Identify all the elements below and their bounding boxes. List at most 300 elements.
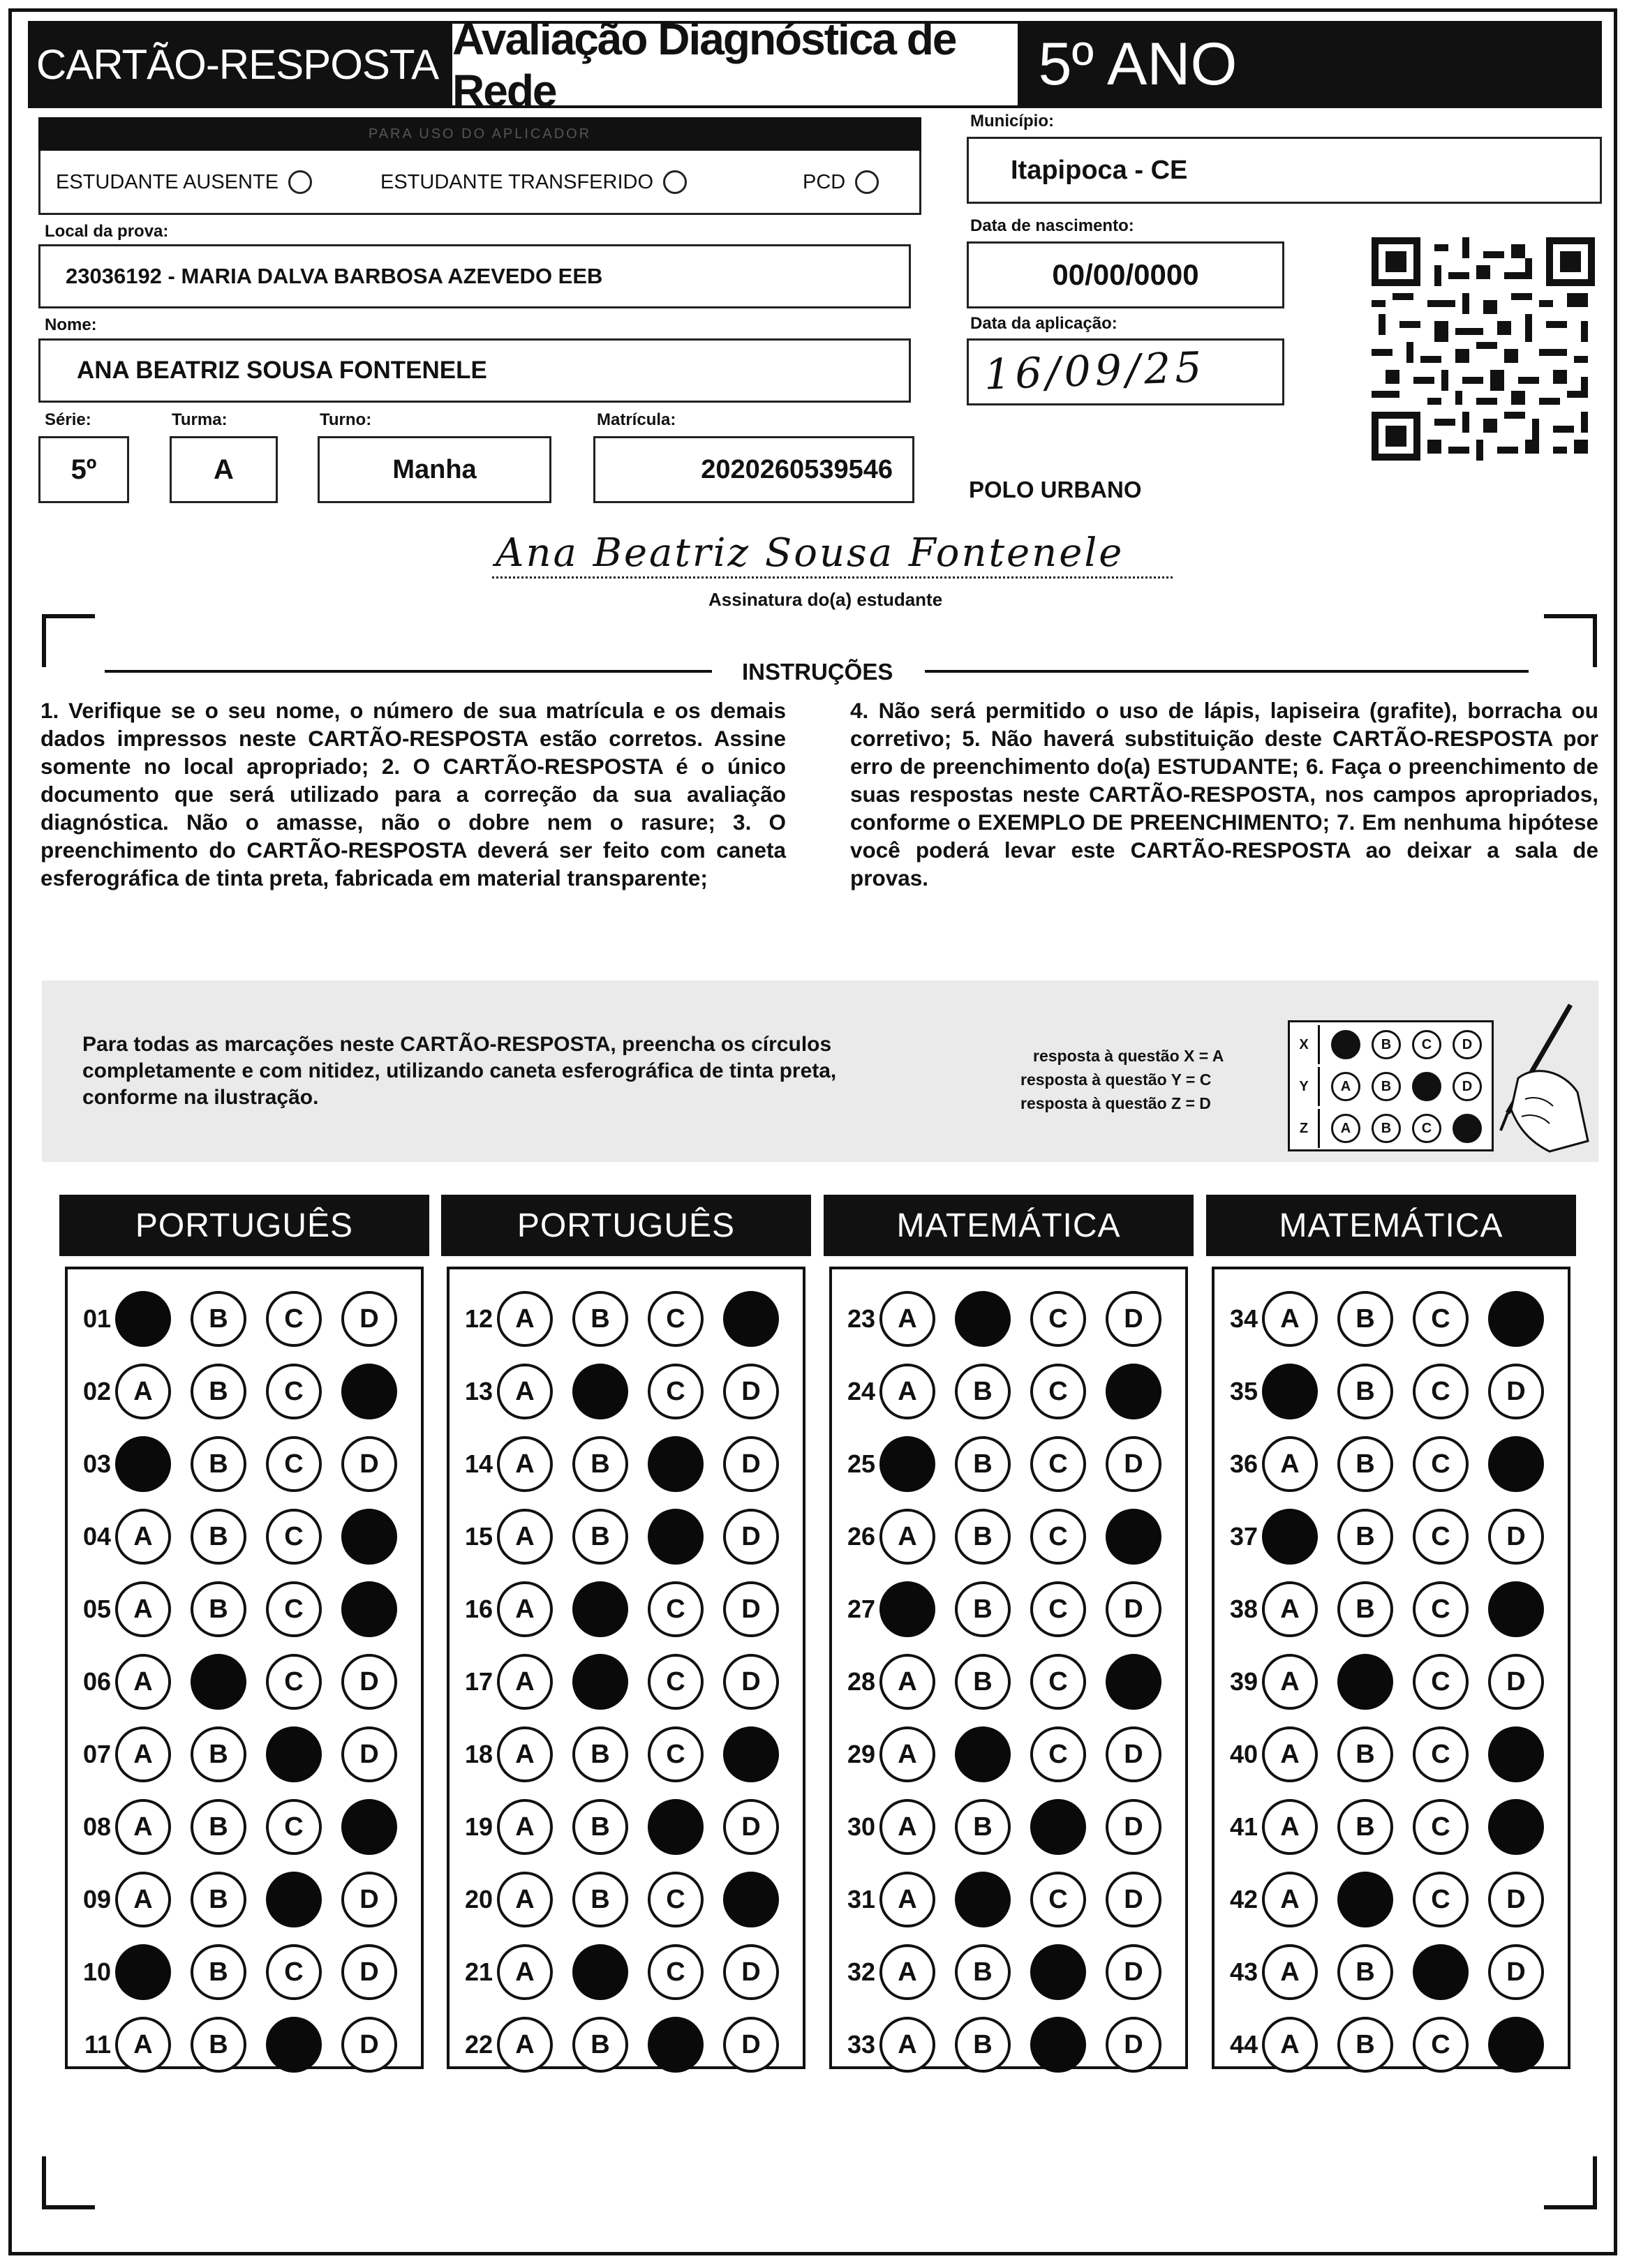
section-answer-box (829, 1267, 1188, 2069)
answer-bubble-a[interactable]: A (879, 1944, 935, 2000)
answer-bubble-c[interactable]: C (1030, 1509, 1086, 1565)
example-bubble: B (1372, 1030, 1401, 1059)
answer-bubble-d[interactable]: D (723, 1291, 779, 1347)
question-number: 05 (82, 1595, 111, 1623)
question-number: 36 (1229, 1449, 1258, 1478)
answer-bubble-c[interactable]: C (1030, 1799, 1086, 1855)
answer-bubble-d[interactable]: D (341, 1654, 397, 1710)
serie-field (38, 436, 129, 503)
answer-bubble-c[interactable]: C (648, 1654, 704, 1710)
question-row (832, 1289, 1181, 1349)
answer-bubble-b[interactable]: B (1337, 1726, 1393, 1782)
answer-bubble-c[interactable]: C (1413, 1944, 1469, 2000)
answer-bubble-b[interactable]: B (572, 1799, 628, 1855)
municipio-label: Município: (970, 112, 1054, 130)
answer-bubble-b[interactable]: B (572, 1364, 628, 1419)
answer-bubble-b[interactable]: B (572, 1509, 628, 1565)
answer-bubble-c[interactable]: C (266, 1291, 322, 1347)
example-bubble: A (1331, 1030, 1360, 1059)
answer-bubble-d[interactable]: D (341, 1726, 397, 1782)
question-number: 02 (82, 1377, 111, 1405)
example-row-label: Z (1290, 1109, 1320, 1148)
section-answer-box (65, 1267, 424, 2069)
answer-bubble-c[interactable]: C (648, 1509, 704, 1565)
answer-bubble-b[interactable]: B (1337, 1654, 1393, 1710)
answer-bubble-a[interactable]: A (115, 1509, 171, 1565)
answer-bubble-c[interactable]: C (266, 1872, 322, 1927)
question-row (832, 1797, 1181, 1857)
answer-bubble-b[interactable]: B (955, 1799, 1011, 1855)
instructions-right: 4. Não será permitido o uso de lápis, lapiseira (grafite), borracha ou corretivo; 5. Não haverá substituição deste CARTÃO-RESPOSTA por erro de preenchimento do(a) ESTUDANTE; 6. Faça o preenchimento de suas respostas neste CARTÃO-RESPOSTA, nos campos apropriados, conforme o EXEMPLO DE PREENCHIMENTO; 7. Em nenhuma hipótese você poderá levar este CARTÃO-RESPOSTA ao deixar a sala de provas. (850, 698, 1598, 890)
answer-bubble-a[interactable]: A (497, 1436, 553, 1492)
question-number: 04 (82, 1522, 111, 1551)
answer-bubble-c[interactable]: C (266, 1654, 322, 1710)
answer-bubble-c[interactable]: C (648, 1291, 704, 1347)
answer-bubble-c[interactable]: C (266, 2017, 322, 2073)
instructions-left: 1. Verifique se o seu nome, o número de sua matrícula e os demais dados impressos neste CARTÃO-RESPOSTA estão corretos. Assine somente no local apropriado; 2. O CARTÃO-RESPOSTA é o único documento que será utilizado para a correção da sua avaliação diagnóstica. Não o amasse, não o dobre nem o rasure; 3. O preenchimento do CARTÃO-RESPOSTA deverá ser feito com caneta esferográfica de tinta preta, fabricada em material transparente; (40, 698, 786, 890)
answer-bubble-b[interactable]: B (1337, 1944, 1393, 2000)
question-row (1215, 1797, 1564, 1857)
birthdate-label: Data de nascimento: (970, 216, 1134, 235)
answer-bubble-c[interactable]: C (1413, 2017, 1469, 2073)
question-row (450, 2015, 799, 2075)
corner-mark-top-right (1544, 614, 1597, 667)
answer-bubble-c[interactable]: C (648, 1872, 704, 1927)
answer-bubble-b[interactable]: B (955, 1581, 1011, 1637)
answer-bubble-c[interactable]: C (266, 1436, 322, 1492)
answer-bubble-c[interactable]: C (648, 1944, 704, 2000)
answer-bubble-b[interactable]: B (955, 1291, 1011, 1347)
question-number: 22 (464, 2030, 493, 2059)
answer-bubble-b[interactable]: B (955, 1364, 1011, 1419)
answer-bubble-b[interactable]: B (191, 1509, 246, 1565)
answer-bubble-d[interactable]: D (341, 1291, 397, 1347)
example-bubble: B (1372, 1114, 1401, 1143)
pcd-label: PCD (803, 170, 846, 193)
application-date-value: 16/09/25 (983, 343, 1207, 400)
answer-bubble-a[interactable]: A (1262, 1726, 1318, 1782)
answer-bubble-c[interactable]: C (1030, 1364, 1086, 1419)
answer-bubble-c[interactable]: C (1413, 1364, 1469, 1419)
section-header: PORTUGUÊS (59, 1195, 429, 1256)
answer-bubble-c[interactable]: C (1413, 1509, 1469, 1565)
answer-bubble-c[interactable]: C (1413, 1872, 1469, 1927)
question-number: 19 (464, 1812, 493, 1841)
answer-bubble-d[interactable]: D (1106, 1509, 1161, 1565)
name-value: ANA BEATRIZ SOUSA FONTENELE (77, 357, 487, 384)
question-number: 32 (847, 1957, 875, 1986)
answer-bubble-d[interactable]: D (341, 1581, 397, 1637)
answer-bubble-d[interactable]: D (1488, 2017, 1544, 2073)
answer-bubble-d[interactable]: D (723, 1509, 779, 1565)
question-number: 18 (464, 1740, 493, 1768)
answer-bubble-c[interactable]: C (266, 1944, 322, 2000)
turma-label: Turma: (172, 410, 228, 429)
answer-bubble-c[interactable]: C (1413, 1654, 1469, 1710)
answer-bubble-c[interactable]: C (1030, 1291, 1086, 1347)
answer-bubble-b[interactable]: B (191, 2017, 246, 2073)
turno-value: Manha (392, 454, 477, 484)
question-row (450, 1507, 799, 1567)
answer-bubble-a[interactable]: A (1262, 1799, 1318, 1855)
answer-bubble-a[interactable]: A (879, 1509, 935, 1565)
exam-name: Avaliação Diagnóstica de Rede (452, 24, 1018, 105)
question-row (68, 1289, 417, 1349)
answer-bubble-a[interactable]: A (115, 1291, 171, 1347)
question-number: 42 (1229, 1885, 1258, 1913)
answer-bubble-b[interactable]: B (191, 1799, 246, 1855)
answer-bubble-b[interactable]: B (1337, 1291, 1393, 1347)
answer-bubble-a[interactable]: A (497, 1364, 553, 1419)
answer-bubble-b[interactable]: B (955, 1436, 1011, 1492)
example-bubble: C (1412, 1072, 1441, 1101)
answer-bubble-b[interactable]: B (572, 2017, 628, 2073)
absent-option[interactable] (56, 170, 312, 194)
answer-bubble-c[interactable]: C (1030, 1726, 1086, 1782)
answer-bubble-b[interactable]: B (191, 1654, 246, 1710)
answer-bubble-b[interactable]: B (1337, 1799, 1393, 1855)
answer-bubble-b[interactable]: B (572, 1291, 628, 1347)
question-number: 16 (464, 1595, 493, 1623)
answer-bubble-b[interactable]: B (191, 1581, 246, 1637)
section-answer-box (447, 1267, 805, 2069)
local-value: 23036192 - MARIA DALVA BARBOSA AZEVEDO EEB (66, 264, 603, 288)
question-number: 24 (847, 1377, 875, 1405)
answer-bubble-b[interactable]: B (1337, 1509, 1393, 1565)
answer-bubble-c[interactable]: C (1030, 1581, 1086, 1637)
absent-circle[interactable] (288, 170, 312, 194)
answer-bubble-c[interactable]: C (648, 1799, 704, 1855)
answer-bubble-d[interactable]: D (723, 1581, 779, 1637)
answer-bubble-d[interactable]: D (1488, 1581, 1544, 1637)
question-row (68, 1797, 417, 1857)
answer-bubble-a[interactable]: A (879, 2017, 935, 2073)
answer-bubble-a[interactable]: A (497, 1799, 553, 1855)
answer-bubble-c[interactable]: C (1413, 1291, 1469, 1347)
answer-bubble-c[interactable]: C (266, 1726, 322, 1782)
question-row (450, 1724, 799, 1784)
answer-bubble-c[interactable]: C (648, 1581, 704, 1637)
answer-bubble-a[interactable]: A (115, 1799, 171, 1855)
answer-bubble-a[interactable]: A (115, 1436, 171, 1492)
answer-bubble-d[interactable]: D (1488, 1364, 1544, 1419)
corner-mark-top-left (42, 614, 95, 667)
answer-bubble-a[interactable]: A (115, 2017, 171, 2073)
answer-bubble-b[interactable]: B (955, 1654, 1011, 1710)
answer-bubble-d[interactable]: D (341, 1436, 397, 1492)
answer-bubble-a[interactable]: A (1262, 1581, 1318, 1637)
answer-bubble-d[interactable]: D (1106, 1364, 1161, 1419)
question-number: 44 (1229, 2030, 1258, 2059)
answer-bubble-b[interactable]: B (572, 1436, 628, 1492)
question-row (450, 1870, 799, 1930)
question-row (450, 1579, 799, 1639)
answer-bubble-c[interactable]: C (266, 1509, 322, 1565)
qr-code (1372, 237, 1595, 461)
answer-bubble-c[interactable]: C (266, 1364, 322, 1419)
question-row (1215, 1870, 1564, 1930)
answer-bubble-d[interactable]: D (1488, 1726, 1544, 1782)
example-bubble: D (1453, 1072, 1482, 1101)
answer-bubble-a[interactable]: A (1262, 1364, 1318, 1419)
turma-value: A (214, 454, 234, 485)
matricula-value: 2020260539546 (701, 454, 893, 484)
answer-bubble-a[interactable]: A (497, 1654, 553, 1710)
question-row (832, 2015, 1181, 2075)
answer-bubble-b[interactable]: B (955, 2017, 1011, 2073)
pcd-circle[interactable] (855, 170, 879, 194)
corner-mark-bottom-left (42, 2156, 95, 2209)
answer-bubble-a[interactable]: A (497, 1291, 553, 1347)
answer-bubble-d[interactable]: D (1488, 1291, 1544, 1347)
question-number: 25 (847, 1449, 875, 1478)
answer-bubble-d[interactable]: D (341, 1872, 397, 1927)
example-bubble: A (1331, 1114, 1360, 1143)
answer-bubble-d[interactable]: D (723, 2017, 779, 2073)
answer-bubble-a[interactable]: A (115, 1581, 171, 1637)
answer-bubble-b[interactable]: B (955, 1872, 1011, 1927)
question-row (1215, 1942, 1564, 2002)
question-row (68, 2015, 417, 2075)
answer-bubble-d[interactable]: D (723, 1436, 779, 1492)
answer-bubble-c[interactable]: C (266, 1581, 322, 1637)
example-row-label: X (1290, 1025, 1320, 1064)
question-row (832, 1507, 1181, 1567)
polo-label: POLO URBANO (969, 477, 1142, 502)
question-row (68, 1434, 417, 1494)
section-header: PORTUGUÊS (441, 1195, 811, 1256)
question-row (1215, 1724, 1564, 1784)
example-row-label: Y (1290, 1067, 1320, 1106)
answer-bubble-d[interactable]: D (341, 1509, 397, 1565)
question-number: 43 (1229, 1957, 1258, 1986)
answer-bubble-a[interactable]: A (879, 1799, 935, 1855)
answer-bubble-c[interactable]: C (266, 1799, 322, 1855)
answer-bubble-c[interactable]: C (1030, 1436, 1086, 1492)
question-row (450, 1434, 799, 1494)
question-row (1215, 1289, 1564, 1349)
answer-bubble-c[interactable]: C (648, 1726, 704, 1782)
answer-bubble-d[interactable]: D (341, 1944, 397, 2000)
answer-bubble-c[interactable]: C (648, 2017, 704, 2073)
answer-bubble-c[interactable]: C (648, 1436, 704, 1492)
answer-bubble-a[interactable]: A (497, 1944, 553, 2000)
serie-value: 5º (70, 454, 97, 485)
answer-bubble-d[interactable]: D (341, 1364, 397, 1419)
answer-bubble-b[interactable]: B (572, 1726, 628, 1782)
local-label: Local da prova: (45, 222, 169, 241)
transferred-circle[interactable] (663, 170, 687, 194)
answer-bubble-c[interactable]: C (1413, 1799, 1469, 1855)
question-row (1215, 1579, 1564, 1639)
answer-bubble-a[interactable]: A (879, 1436, 935, 1492)
turno-label: Turno: (320, 410, 372, 429)
birthdate-value: 00/00/0000 (1052, 258, 1199, 291)
answer-bubble-d[interactable]: D (1488, 1509, 1544, 1565)
signature-text: Ana Beatriz Sousa Fontenele (496, 530, 1124, 576)
answer-bubble-d[interactable]: D (1106, 1726, 1161, 1782)
answer-bubble-c[interactable]: C (1413, 1726, 1469, 1782)
answer-bubble-d[interactable]: D (341, 1799, 397, 1855)
instructions-rule-right (925, 670, 1529, 673)
question-number: 21 (464, 1957, 493, 1986)
answer-bubble-b[interactable]: B (955, 1944, 1011, 2000)
matricula-field (593, 436, 914, 503)
answer-bubble-b[interactable]: B (1337, 2017, 1393, 2073)
answer-bubble-a[interactable]: A (1262, 1291, 1318, 1347)
serie-label: Série: (45, 410, 91, 429)
answer-bubble-c[interactable]: C (1030, 2017, 1086, 2073)
answer-bubble-d[interactable]: D (1106, 1872, 1161, 1927)
question-row (68, 1942, 417, 2002)
question-number: 01 (82, 1304, 111, 1333)
question-row (68, 1579, 417, 1639)
answer-bubble-d[interactable]: D (1106, 1581, 1161, 1637)
question-number: 39 (1229, 1667, 1258, 1696)
municipio-value: Itapipoca - CE (1011, 155, 1188, 185)
answer-bubble-a[interactable]: A (497, 1581, 553, 1637)
answer-bubble-d[interactable]: D (1106, 2017, 1161, 2073)
instructions-rule-left (105, 670, 712, 673)
example-bubble: A (1331, 1072, 1360, 1101)
answer-bubble-d[interactable]: D (1106, 1291, 1161, 1347)
answer-bubble-a[interactable]: A (1262, 1944, 1318, 2000)
question-row (832, 1579, 1181, 1639)
answer-bubble-d[interactable]: D (1488, 1799, 1544, 1855)
instructions-title: INSTRUÇÕES (742, 659, 893, 685)
answer-bubble-a[interactable]: A (115, 1944, 171, 2000)
answer-bubble-a[interactable]: A (1262, 1436, 1318, 1492)
question-row (68, 1724, 417, 1784)
answer-bubble-a[interactable]: A (879, 1872, 935, 1927)
section-header: MATEMÁTICA (824, 1195, 1194, 1256)
question-number: 23 (847, 1304, 875, 1333)
question-number: 37 (1229, 1522, 1258, 1551)
answer-bubble-d[interactable]: D (1106, 1436, 1161, 1492)
question-row (1215, 1652, 1564, 1712)
question-row (832, 1434, 1181, 1494)
answer-bubble-d[interactable]: D (341, 2017, 397, 2073)
answer-bubble-a[interactable]: A (115, 1654, 171, 1710)
answer-bubble-b[interactable]: B (191, 1291, 246, 1347)
answer-bubble-b[interactable]: B (572, 1872, 628, 1927)
answer-bubble-b[interactable]: B (1337, 1581, 1393, 1637)
answer-bubble-b[interactable]: B (191, 1944, 246, 2000)
example-legend-2: resposta à questão Z = D (1020, 1094, 1211, 1112)
question-number: 03 (82, 1449, 111, 1478)
answer-bubble-a[interactable]: A (497, 1872, 553, 1927)
answer-bubble-b[interactable]: B (572, 1944, 628, 2000)
answer-bubble-d[interactable]: D (723, 1726, 779, 1782)
answer-bubble-a[interactable]: A (879, 1581, 935, 1637)
answer-bubble-b[interactable]: B (191, 1726, 246, 1782)
answer-bubble-a[interactable]: A (115, 1364, 171, 1419)
answer-bubble-a[interactable]: A (879, 1654, 935, 1710)
question-number: 35 (1229, 1377, 1258, 1405)
pen-hand-illustration (1452, 994, 1591, 1155)
answer-bubble-a[interactable]: A (497, 2017, 553, 2073)
answer-bubble-d[interactable]: D (1106, 1799, 1161, 1855)
name-field (38, 338, 911, 403)
answer-bubble-d[interactable]: D (1488, 1436, 1544, 1492)
answer-bubble-a[interactable]: A (1262, 2017, 1318, 2073)
answer-bubble-a[interactable]: A (1262, 1872, 1318, 1927)
question-number: 27 (847, 1595, 875, 1623)
answer-bubble-b[interactable]: B (572, 1654, 628, 1710)
example-legend-0: resposta à questão X = A (1033, 1047, 1224, 1065)
answer-bubble-b[interactable]: B (955, 1509, 1011, 1565)
answer-bubble-b[interactable]: B (955, 1726, 1011, 1782)
answer-bubble-a[interactable]: A (115, 1726, 171, 1782)
question-number: 40 (1229, 1740, 1258, 1768)
answer-bubble-d[interactable]: D (723, 1799, 779, 1855)
answer-bubble-b[interactable]: B (1337, 1436, 1393, 1492)
turma-field (170, 436, 278, 503)
answer-bubble-d[interactable]: D (1488, 1944, 1544, 2000)
answer-bubble-b[interactable]: B (1337, 1872, 1393, 1927)
answer-bubble-c[interactable]: C (1413, 1436, 1469, 1492)
answer-bubble-a[interactable]: A (879, 1291, 935, 1347)
answer-bubble-c[interactable]: C (1030, 1654, 1086, 1710)
answer-bubble-d[interactable]: D (1106, 1944, 1161, 2000)
transferred-label: ESTUDANTE TRANSFERIDO (380, 170, 654, 193)
status-panel-header: PARA USO DO APLICADOR (38, 117, 921, 151)
answer-bubble-b[interactable]: B (191, 1872, 246, 1927)
question-row (832, 1652, 1181, 1712)
example-bubble: B (1372, 1072, 1401, 1101)
answer-bubble-a[interactable]: A (497, 1726, 553, 1782)
question-number: 29 (847, 1740, 875, 1768)
question-row (832, 1870, 1181, 1930)
answer-bubble-d[interactable]: D (1488, 1654, 1544, 1710)
question-number: 41 (1229, 1812, 1258, 1841)
question-number: 33 (847, 2030, 875, 2059)
question-number: 13 (464, 1377, 493, 1405)
answer-bubble-c[interactable]: C (1030, 1872, 1086, 1927)
answer-bubble-d[interactable]: D (723, 1872, 779, 1927)
birthdate-field (967, 241, 1284, 308)
answer-bubble-a[interactable]: A (1262, 1654, 1318, 1710)
question-number: 08 (82, 1812, 111, 1841)
answer-bubble-d[interactable]: D (723, 1944, 779, 2000)
answer-bubble-b[interactable]: B (191, 1364, 246, 1419)
answer-bubble-d[interactable]: D (1488, 1872, 1544, 1927)
answer-bubble-c[interactable]: C (648, 1364, 704, 1419)
transferred-option[interactable] (380, 170, 687, 194)
answer-bubble-a[interactable]: A (879, 1726, 935, 1782)
answer-bubble-a[interactable]: A (497, 1509, 553, 1565)
answer-bubble-d[interactable]: D (723, 1364, 779, 1419)
pcd-option[interactable] (803, 170, 879, 194)
turno-field (318, 436, 551, 503)
question-row (1215, 1434, 1564, 1494)
answer-bubble-d[interactable]: D (723, 1654, 779, 1710)
question-number: 12 (464, 1304, 493, 1333)
question-row (68, 1507, 417, 1567)
answer-bubble-b[interactable]: B (191, 1436, 246, 1492)
answer-bubble-a[interactable]: A (115, 1872, 171, 1927)
example-legend-1: resposta à questão Y = C (1020, 1070, 1212, 1089)
answer-bubble-a[interactable]: A (1262, 1509, 1318, 1565)
answer-bubble-a[interactable]: A (879, 1364, 935, 1419)
section-answer-box (1212, 1267, 1570, 2069)
answer-bubble-c[interactable]: C (1030, 1944, 1086, 2000)
answer-bubble-c[interactable]: C (1413, 1581, 1469, 1637)
answer-bubble-d[interactable]: D (1106, 1654, 1161, 1710)
answer-bubble-b[interactable]: B (572, 1581, 628, 1637)
answer-bubble-b[interactable]: B (1337, 1364, 1393, 1419)
question-number: 26 (847, 1522, 875, 1551)
